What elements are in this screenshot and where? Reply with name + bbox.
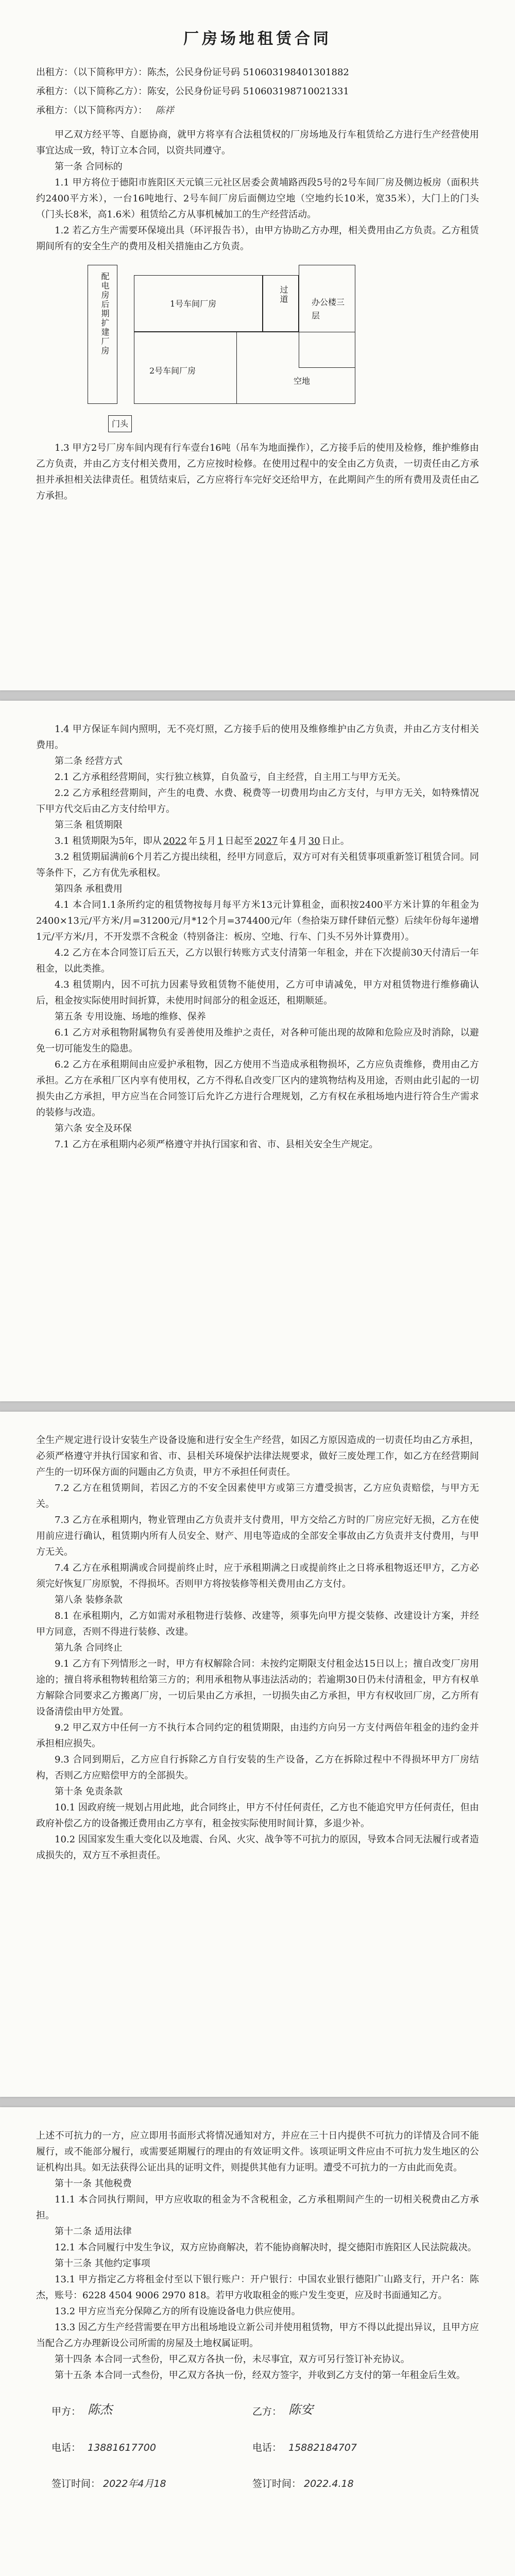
clause-9-1: 9.1 乙方有下列情形之一时，甲方有权解除合同：未按约定期限支付租金达15日以上；擅自改变厂房用途的；擅自将承租物转租给第三方的；利用承租物从事违法活动的；若逾期30日仍未付清租金，甲方有权单方解除合同要求乙方搬离厂房，一切后果由乙方承担，一切损失由乙方承担，甲方有权收回厂房，乙方所有设备清偿由甲方处置。	[36, 1658, 479, 1717]
workshop-2-label: 2号车间厂房	[149, 366, 196, 376]
article-1-heading: 第一条 合同标的	[55, 161, 123, 172]
term-text-to: 日起至	[225, 836, 253, 846]
clause-13-3: 13.3 因乙方生产经营需要在甲方出租场地设立新公司并使用租赁物，甲方不得以此提出异议，且甲方应当配合乙方办理新设公司所需的房屋及土地权属证明。	[36, 2322, 479, 2349]
party-b-signature: 陈安	[288, 2402, 313, 2417]
article-5-heading: 第五条 专用设施、场地的维修、保养	[55, 1011, 206, 1022]
contract-page-1	[0, 0, 515, 690]
term-text-year: 年	[188, 836, 198, 846]
clause-1-4: 1.4 甲方保证车间内照明，无不亮灯照，乙方接手后的使用及维修维护由乙方负责，并由乙方支付相关费用。	[36, 724, 479, 751]
party-b-date: 2022.4.18	[304, 2478, 354, 2489]
gate-label: 门头	[108, 415, 132, 432]
clause-11-1: 11.1 本合同执行期间，甲方应收取的租金为不含税租金，乙方承租期间产生的一切相关税费由乙方承担。	[36, 2194, 479, 2221]
clause-1-1: 1.1 甲方将位于德阳市旌阳区天元镇三元社区居委会黄埔路西段5号的2号车间厂房及侧边板房（面积共约2400平方米），一台16吨地行、2号车间厂房后面侧边空地（空地约长10米，宽35米），大门上的门头（门头长8米，高1.6米）租赁给乙方从事机械加工的生产经营活动。	[36, 177, 479, 220]
clause-1-2: 1.2 若乙方生产需要环保境出具（环评报告书），由甲方协助乙方办理，相关费用由乙方负责。乙方租赁期间所有的安全生产的费用及相关措施由乙方负责。	[36, 225, 479, 252]
clause-7-3: 7.3 乙方在承租期内，物业管理由乙方负责并支付费用，甲方交给乙方时的厂房应完好无损，乙方在使用前应进行确认，租赁期内所有人员安全、财产、用电等造成的全部安全事故由乙方负责并支付费用，与甲方无关。	[36, 1515, 479, 1557]
open-space-box	[237, 332, 355, 404]
lessor-line: 出租方：（以下简称甲方）：陈杰，公民身份证号码 510603198401301882	[36, 67, 349, 78]
lessee-line: 承租方：（以下简称乙方）：陈安，公民身份证号码 510603198710021331	[36, 86, 349, 97]
article-13-heading: 第十三条 其他约定事项	[55, 2258, 150, 2269]
party-a-signature: 陈杰	[88, 2402, 112, 2417]
article-4-heading: 第四条 承租费用	[55, 884, 123, 894]
clause-7-2: 7.2 乙方在租赁期间，若因乙方的不安全因素使甲方或第三方遭受损害，乙方应负责赔偿，与甲方无关。	[36, 1483, 479, 1510]
phone-row	[36, 2440, 479, 2471]
party-b-phone: 15882184707	[288, 2442, 357, 2453]
contract-page-4	[0, 2107, 515, 2576]
party-a-date: 2022年4月18	[103, 2478, 166, 2489]
clause-7-1-cont: 全生产规定进行设计安装生产设备设施和进行安全生产经营，如因乙方原因造成的一切责任均由乙方承担，必须严格遵守并执行国家和省、市、县相关环境保护法律法规要求，做好三废处理工作，如乙方在经营期间产生的一切环保方面的问题由乙方负责，甲方不承担任何责任。	[36, 1435, 479, 1478]
start-month: 5	[199, 836, 205, 846]
clause-9-2: 9.2 甲乙双方中任何一方不执行本合同约定的租赁期限，由违约方向另一方支付两倍年租金的违约金并承担相应损失。	[36, 1722, 479, 1749]
clause-2-2: 2.2 乙方承租经营期间，产生的电费、水费、税费等一切费用均由乙方支付，与甲方无关，如特殊情况下甲方代交后由乙方支付给甲方。	[36, 788, 479, 815]
clause-4-1: 4.1 本合同1.1条所约定的租赁物按每月每平方米13元计算租金，面积按2400平方米计算的年租金为2400×13元/平方米/月=31200元/月*12个月=374400元/年（叁拾柒万肆仟肆佰元整）后续年份每年递增1元/平方米/月，不开发票不含税金（特别备注：板房、空地、行车、门头不另外计算费用）。	[36, 900, 479, 942]
clause-1-3: 1.3 甲方2号厂房车间内现有行车壹台16吨（吊车为地面操作），乙方接手后的使用及检修，维护维修由乙方负责，并由乙方支付相关费用，乙方应按时检修。在使用过程中的安全由乙方负责，一切责任由乙方承担并承担相关法律责任。租赁结束后，乙方应将行车完好交还给甲方，在此期间产生的所有费用及责任由乙方承担。	[36, 443, 479, 501]
article-12-heading: 第十二条 适用法律	[55, 2226, 132, 2237]
article-15: 第十五条 本合同一式叁份，甲乙双方各执一份，经双方签字，并收到乙方支付的第一年租金后生效。	[55, 2370, 466, 2381]
party-b-phone-label: 电话：	[252, 2442, 282, 2453]
clause-8-1: 8.1 在承租期内，乙方如需对承租物进行装修、改建等，须事先向甲方提交装修、改建设计方案，并经甲方同意，否则不得进行装修、改建。	[36, 1611, 479, 1637]
article-8-heading: 第八条 装修条款	[55, 1595, 123, 1605]
start-year: 2022	[163, 836, 187, 846]
clause-6-1: 6.1 乙方对承租物附属物负有妥善使用及维护之责任，对各种可能出现的故障和危险应及时消除，以避免一切可能发生的隐患。	[36, 1027, 479, 1054]
clause-7-4: 7.4 乙方在承租期满或合同提前终止时，应于承租期满之日或提前终止之日将承租物返还甲方，乙方必须完好恢复厂房原貌，不得损坏。否则甲方将按装修等相关费用由乙方支付。	[36, 1563, 479, 1589]
third-party-label: 承租方：（以下简称丙方）：	[36, 105, 147, 116]
contract-page-2	[0, 701, 515, 1401]
party-a-sign-label: 甲方：	[52, 2406, 81, 2417]
term-text-month: 月	[207, 836, 216, 846]
article-10-heading: 第十条 免责条款	[55, 1786, 123, 1797]
article-2-heading: 第二条 经营方式	[55, 756, 123, 767]
end-day: 30	[308, 836, 320, 846]
party-a-date-label: 签订时间：	[52, 2478, 101, 2489]
office-label: 办公楼三层	[312, 297, 345, 320]
clause-7-1: 7.1 乙方在承租期内必须严格遵守并执行国家和省、市、县相关安全生产规定。	[55, 1139, 379, 1150]
party-b-date-label: 签订时间：	[252, 2478, 302, 2489]
contract-page-3	[0, 1412, 515, 2097]
workshop-1-label: 1号车间厂房	[170, 299, 217, 309]
clause-13-2: 13.2 甲方应当充分保障乙方的所有设施设备电力供应使用。	[55, 2306, 301, 2317]
end-month: 4	[290, 836, 296, 846]
force-majeure-cont: 上述不可抗力的一方，应立即用书面形式将情况通知对方，并应在三十日内提供不可抗力的详情及合同不能履行，或不能部分履行，或需要延期履行的理由的有效证明文件。该项证明文件应由不可抗力发生地区的公证机构出具。如无法获得公证出具的证明文件，则提供其他有力证明。遭受不可抗力的一方由此而免责。	[36, 2130, 479, 2173]
clause-13-1: 13.1 甲方指定乙方将租金付至以下银行账户：开户银行：中国农业银行德阳广山路支行，开户名：陈杰，账号：6228 4504 9006 2970 818。若甲方收取租金的账户发生变更，应及时书面通知乙方。	[36, 2274, 479, 2301]
site-layout-diagram	[88, 265, 376, 435]
term-text-a: 3.1 租赁期限为5年，即从	[55, 836, 162, 846]
article-14: 第十四条 本合同一式叁份，甲乙双方各执一份，未尽事宜，双方可另行签订补充协议。	[55, 2354, 410, 2365]
clause-2-1: 2.1 乙方承租经营期间，实行独立核算，自负盈亏，自主经营，自主用工与甲方无关。	[55, 772, 406, 783]
party-b-sign-label: 乙方：	[252, 2406, 282, 2417]
clause-12-1: 12.1 本合同履行中发生争议，双方应协商解决，若不能协商解决时，提交德阳市旌阳区人民法院裁决。	[55, 2242, 477, 2253]
term-text-end: 日止。	[321, 836, 350, 846]
clause-10-1: 10.1 因政府统一规划占用此地，此合同终止，甲方不付任何责任，乙方也不能追究甲方任何责任，但由政府补偿乙方的设备搬迁费用由乙方享有，租金按实际使用时间计算，多退少补。	[36, 1802, 479, 1829]
article-9-heading: 第九条 合同终止	[55, 1642, 123, 1653]
term-text-year-2: 年	[279, 836, 289, 846]
left-column-label: 配电房后期扩建厂房	[100, 272, 110, 355]
clause-10-2: 10.2 因国家发生重大变化以及地震、台风、火灾、战争等不可抗力的原因，导致本合同无法履行或者造成损失的，双方互不承担责任。	[36, 1834, 479, 1861]
signature-row	[36, 2404, 479, 2435]
contract-title: 厂房场地租赁合同	[183, 30, 332, 48]
preamble: 甲乙双方经平等、自愿协商，就甲方将享有合法租赁权的厂房场地及行车租赁给乙方进行生产经营使用事宜达成一致，特订立本合同，以资共同遵守。	[36, 129, 479, 156]
article-6-heading: 第六条 安全及环保	[55, 1123, 132, 1134]
term-text-month-2: 月	[297, 836, 307, 846]
party-a-phone: 13881617700	[88, 2442, 156, 2453]
party-a-phone-label: 电话：	[52, 2442, 81, 2453]
clause-6-2: 6.2 乙方在承租期间由应爱护承租物，因乙方使用不当造成承租物损坏，乙方应负责维修，费用由乙方承担。乙方在承租厂区内享有使用权，乙方不得私自改变厂区内的建筑物结构及用途，否则由此引起的一切损失由乙方承担，甲方应当在合同签订后允许乙方进行合理规划，乙方有权在承租场地内进行符合生产需求的装修与改造。	[36, 1059, 479, 1118]
open-space-label: 空地	[294, 376, 311, 386]
clause-3-2: 3.2 租赁期届满前6个月若乙方提出续租，经甲方同意后，双方可对有关租赁事项重新签订租赁合同。同等条件下，乙方有优先承租权。	[36, 852, 479, 878]
third-party-signature: 陈祥	[155, 105, 174, 116]
article-11-heading: 第十一条 其他税费	[55, 2178, 132, 2189]
clause-3-1	[36, 833, 479, 849]
date-row	[36, 2476, 479, 2507]
passage-label: 过道	[279, 285, 288, 304]
article-3-heading: 第三条 租赁期限	[55, 820, 123, 831]
clause-9-3: 9.3 合同到期后，乙方应自行拆除乙方自行安装的生产设备，乙方在拆除过程中不得损坏甲方厂房结构，否则乙方应赔偿甲方的全部损失。	[36, 1754, 479, 1781]
end-year: 2027	[254, 836, 278, 846]
clause-4-2: 4.2 乙方在本合同签订后五天，乙方以银行转账方式支付清第一年租金，并在下次提前30天付清后一年租金，以此类推。	[36, 947, 479, 974]
third-party-line	[36, 103, 479, 118]
start-day: 1	[217, 836, 224, 846]
clause-4-3: 4.3 租赁期内，因不可抗力因素导致租赁物不能使用，乙方可申请减免，甲方对租赁物进行维修确认后，租金按实际使用时间折算，未使用时间部分的租金返还，租期顺延。	[36, 979, 479, 1006]
